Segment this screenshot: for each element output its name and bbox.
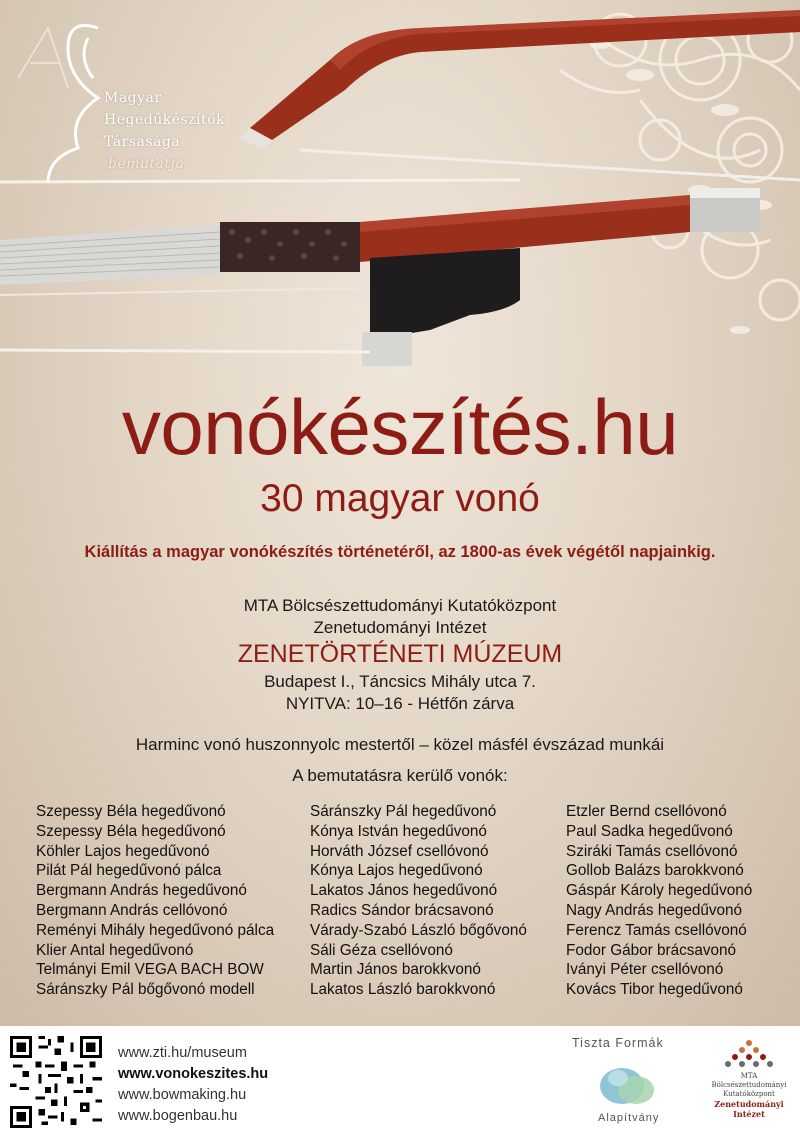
address: Budapest I., Táncsics Mihály utca 7. [264,672,536,691]
tiszta-formak-logo [566,1036,696,1132]
list-item: Bergmann András cellóvonó [36,901,228,919]
footer-links [118,1043,268,1127]
page-subtitle: 30 magyar vonó [260,477,540,520]
bow-list-column-3 [566,802,752,1000]
footer [0,1026,800,1137]
list-item: Sziráki Tamás csellóvonó [566,842,738,860]
institution-line-2: Zenetudományi Intézet [313,618,487,637]
list-item: Nagy András hegedűvonó [566,901,743,919]
museum-name: ZENETÖRTÉNETI MÚZEUM [237,640,563,668]
list-item: Fodor Gábor brácsavonó [566,941,737,959]
mta-line-3: Kutatóközpont [723,1090,775,1098]
opening-hours: NYITVA: 10–16 - Hétfőn zárva [285,694,515,713]
list-item: Lakatos János hegedűvonó [310,882,498,900]
list-item: Horváth József csellóvonó [310,842,489,860]
qr-code-icon[interactable] [10,1036,102,1128]
link-bowmaking[interactable]: www.bowmaking.hu [118,1087,247,1103]
logo-line-1: Magyar [104,90,162,106]
partner1-name: Tiszta Formák [572,1036,664,1050]
list-item: Szepessy Béla hegedűvonó [36,803,226,820]
list-item: Pilát Pál hegedűvonó pálca [36,862,222,880]
list-item: Sáránszky Pál hegedűvonó [310,803,497,820]
society-logo [8,18,228,198]
list-item: Sáli Géza csellóvonó [310,941,453,959]
pebbles-icon [592,1056,662,1112]
list-item: Etzler Bernd csellóvonó [566,803,727,820]
mta-line-5: Intézet [733,1109,765,1119]
list-item: Lakatos László barokkvonó [310,981,496,999]
violin-scroll-icon [8,18,118,188]
logo-line-4: bemutatja [108,156,185,172]
list-item: Gollob Balázs barokkvonó [566,862,744,880]
list-item: Várady-Szabó László bőgővonó [310,921,527,939]
summary: Harminc vonó huszonnyolc mestertől – közel másfél évszázad munkái [135,735,665,754]
bow-list [0,802,800,1002]
link-vonokeszites[interactable]: www.vonokeszites.hu [118,1066,269,1082]
list-item: Martin János barokkvonó [310,961,481,979]
list-item: Reményi Mihály hegedűvonó pálca [36,921,275,939]
bow-list-column-2 [310,802,527,1000]
link-zti[interactable]: www.zti.hu/museum [118,1045,247,1061]
logo-line-3: Társasága [104,134,181,150]
logo-line-2: Hegedűkészítők [104,112,226,128]
list-item: Bergmann András hegedűvonó [36,882,247,900]
mta-line-1: MTA [740,1072,758,1080]
bow-list-column-1 [36,802,274,1000]
list-item: Klier Antal hegedűvonó [36,941,194,959]
page-title: vonókészítés.hu [121,383,679,471]
list-item: Köhler Lajos hegedűvonó [36,842,210,860]
mta-emblem-icon [724,1038,774,1072]
tagline: Kiállítás a magyar vonókészítés történetéről, az 1800-as évek végétől napjainkig. [84,543,716,561]
mta-logo [704,1038,794,1134]
list-item: Ferencz Tamás csellóvonó [566,921,747,939]
list-item: Sáránszky Pál bőgővonó modell [36,981,255,999]
partner1-subtitle: Alapítvány [598,1112,660,1124]
institution-line-1: MTA Bölcsészettudományi Kutatóközpont [243,596,557,615]
list-item: Telmányi Emil VEGA BACH BOW [36,961,264,979]
mta-line-2: Bölcsészettudományi [711,1081,787,1089]
mta-line-4: Zenetudományi [714,1099,784,1109]
list-item: Radics Sándor brácsavonó [310,901,494,919]
list-item: Kónya Lajos hegedűvonó [310,862,483,880]
list-item: Szepessy Béla hegedűvonó [36,822,226,840]
list-item: Paul Sadka hegedűvonó [566,822,733,840]
list-heading: A bemutatásra kerülő vonók: [292,766,508,785]
list-item: Gáspár Károly hegedűvonó [566,882,753,900]
link-bogenbau[interactable]: www.bogenbau.hu [118,1108,238,1124]
list-item: Iványi Péter csellóvonó [566,961,724,979]
list-item: Kónya István hegedűvonó [310,822,487,840]
list-item: Kovács Tibor hegedűvonó [566,981,743,999]
